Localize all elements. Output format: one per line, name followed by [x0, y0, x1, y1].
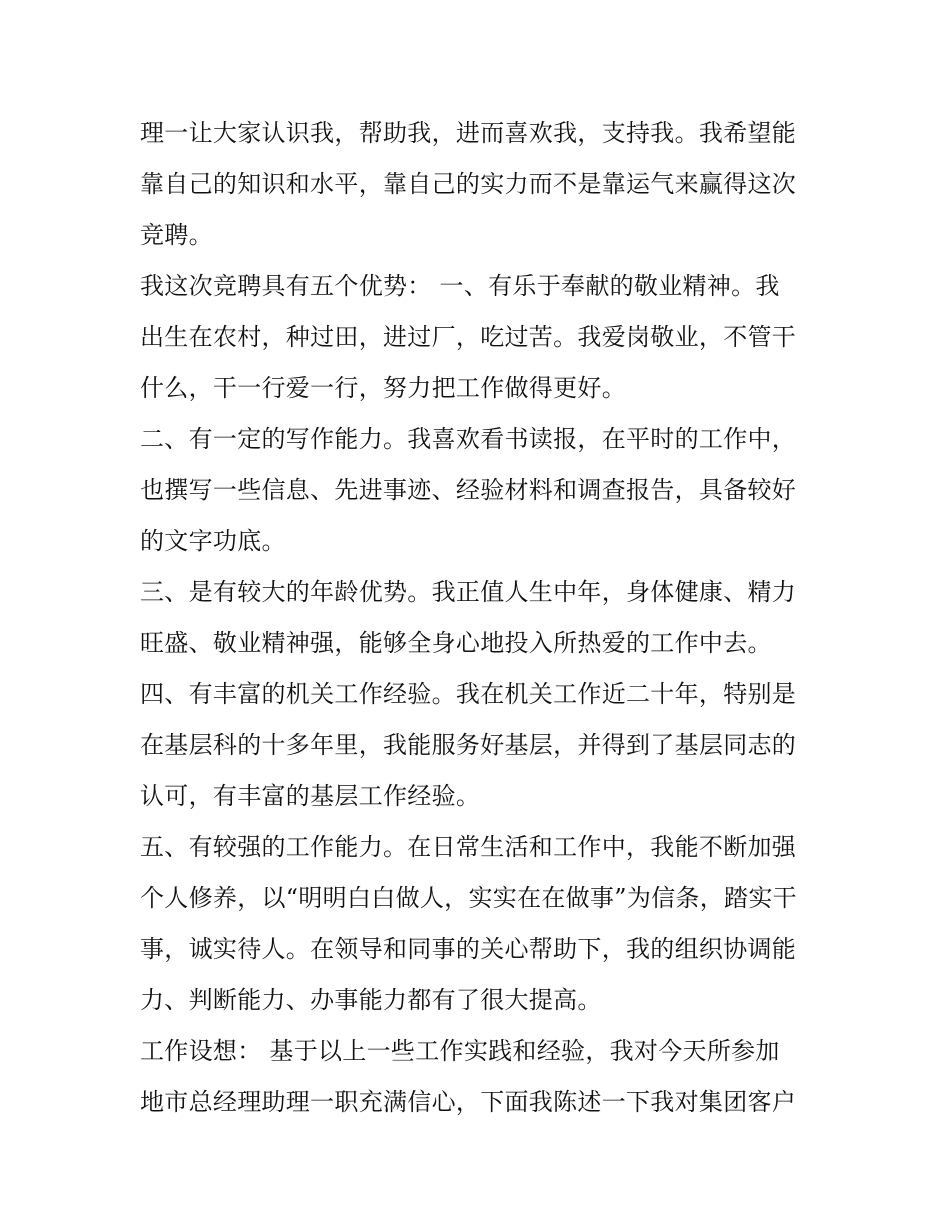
text-line: 个人修养，以“明明白白做人，实实在在做事”为信条，踏实干 [140, 884, 797, 912]
text-line: 力、判断能力、办事能力都有了很大提高。 [140, 986, 602, 1014]
text-line: 的文字功底。 [140, 527, 286, 555]
text-line: 工作设想： 基于以上一些工作实践和经验，我对今天所参加 [140, 1037, 780, 1065]
text-line: 四、有丰富的机关工作经验。我在机关工作近二十年，特别是 [140, 680, 797, 708]
document-body [140, 108, 812, 1128]
text-line: 二、有一定的写作能力。我喜欢看书读报，在平时的工作中， [140, 425, 797, 453]
text-line: 三、是有较大的年龄优势。我正值人生中年，身体健康、精力 [140, 578, 797, 606]
text-line: 竞聘。 [140, 221, 213, 249]
text-line: 事，诚实待人。在领导和同事的关心帮助下，我的组织协调能 [140, 935, 797, 963]
text-line: 什么，干一行爱一行，努力把工作做得更好。 [140, 374, 626, 402]
text-line: 在基层科的十多年里，我能服务好基层，并得到了基层同志的 [140, 731, 797, 759]
text-line: 旺盛、敬业精神强，能够全身心地投入所热爱的工作中去。 [140, 629, 772, 657]
text-line: 出生在农村，种过田，进过厂，吃过苦。我爱岗敬业，不管干 [140, 323, 797, 351]
text-line: 我这次竞聘具有五个优势： 一、有乐于奉献的敬业精神。我 [140, 272, 780, 300]
text-line: 五、有较强的工作能力。在日常生活和工作中，我能不断加强 [140, 833, 797, 861]
text-line: 靠自己的知识和水平，靠自己的实力而不是靠运气来赢得这次 [140, 170, 797, 198]
text-line: 认可，有丰富的基层工作经验。 [140, 782, 481, 810]
text-line: 地市总经理助理一职充满信心，下面我陈述一下我对集团客户 [140, 1088, 797, 1116]
text-line: 也撰写一些信息、先进事迹、经验材料和调查报告，具备较好 [140, 476, 797, 504]
text-line: 理一让大家认识我，帮助我，进而喜欢我，支持我。我希望能 [140, 119, 797, 147]
